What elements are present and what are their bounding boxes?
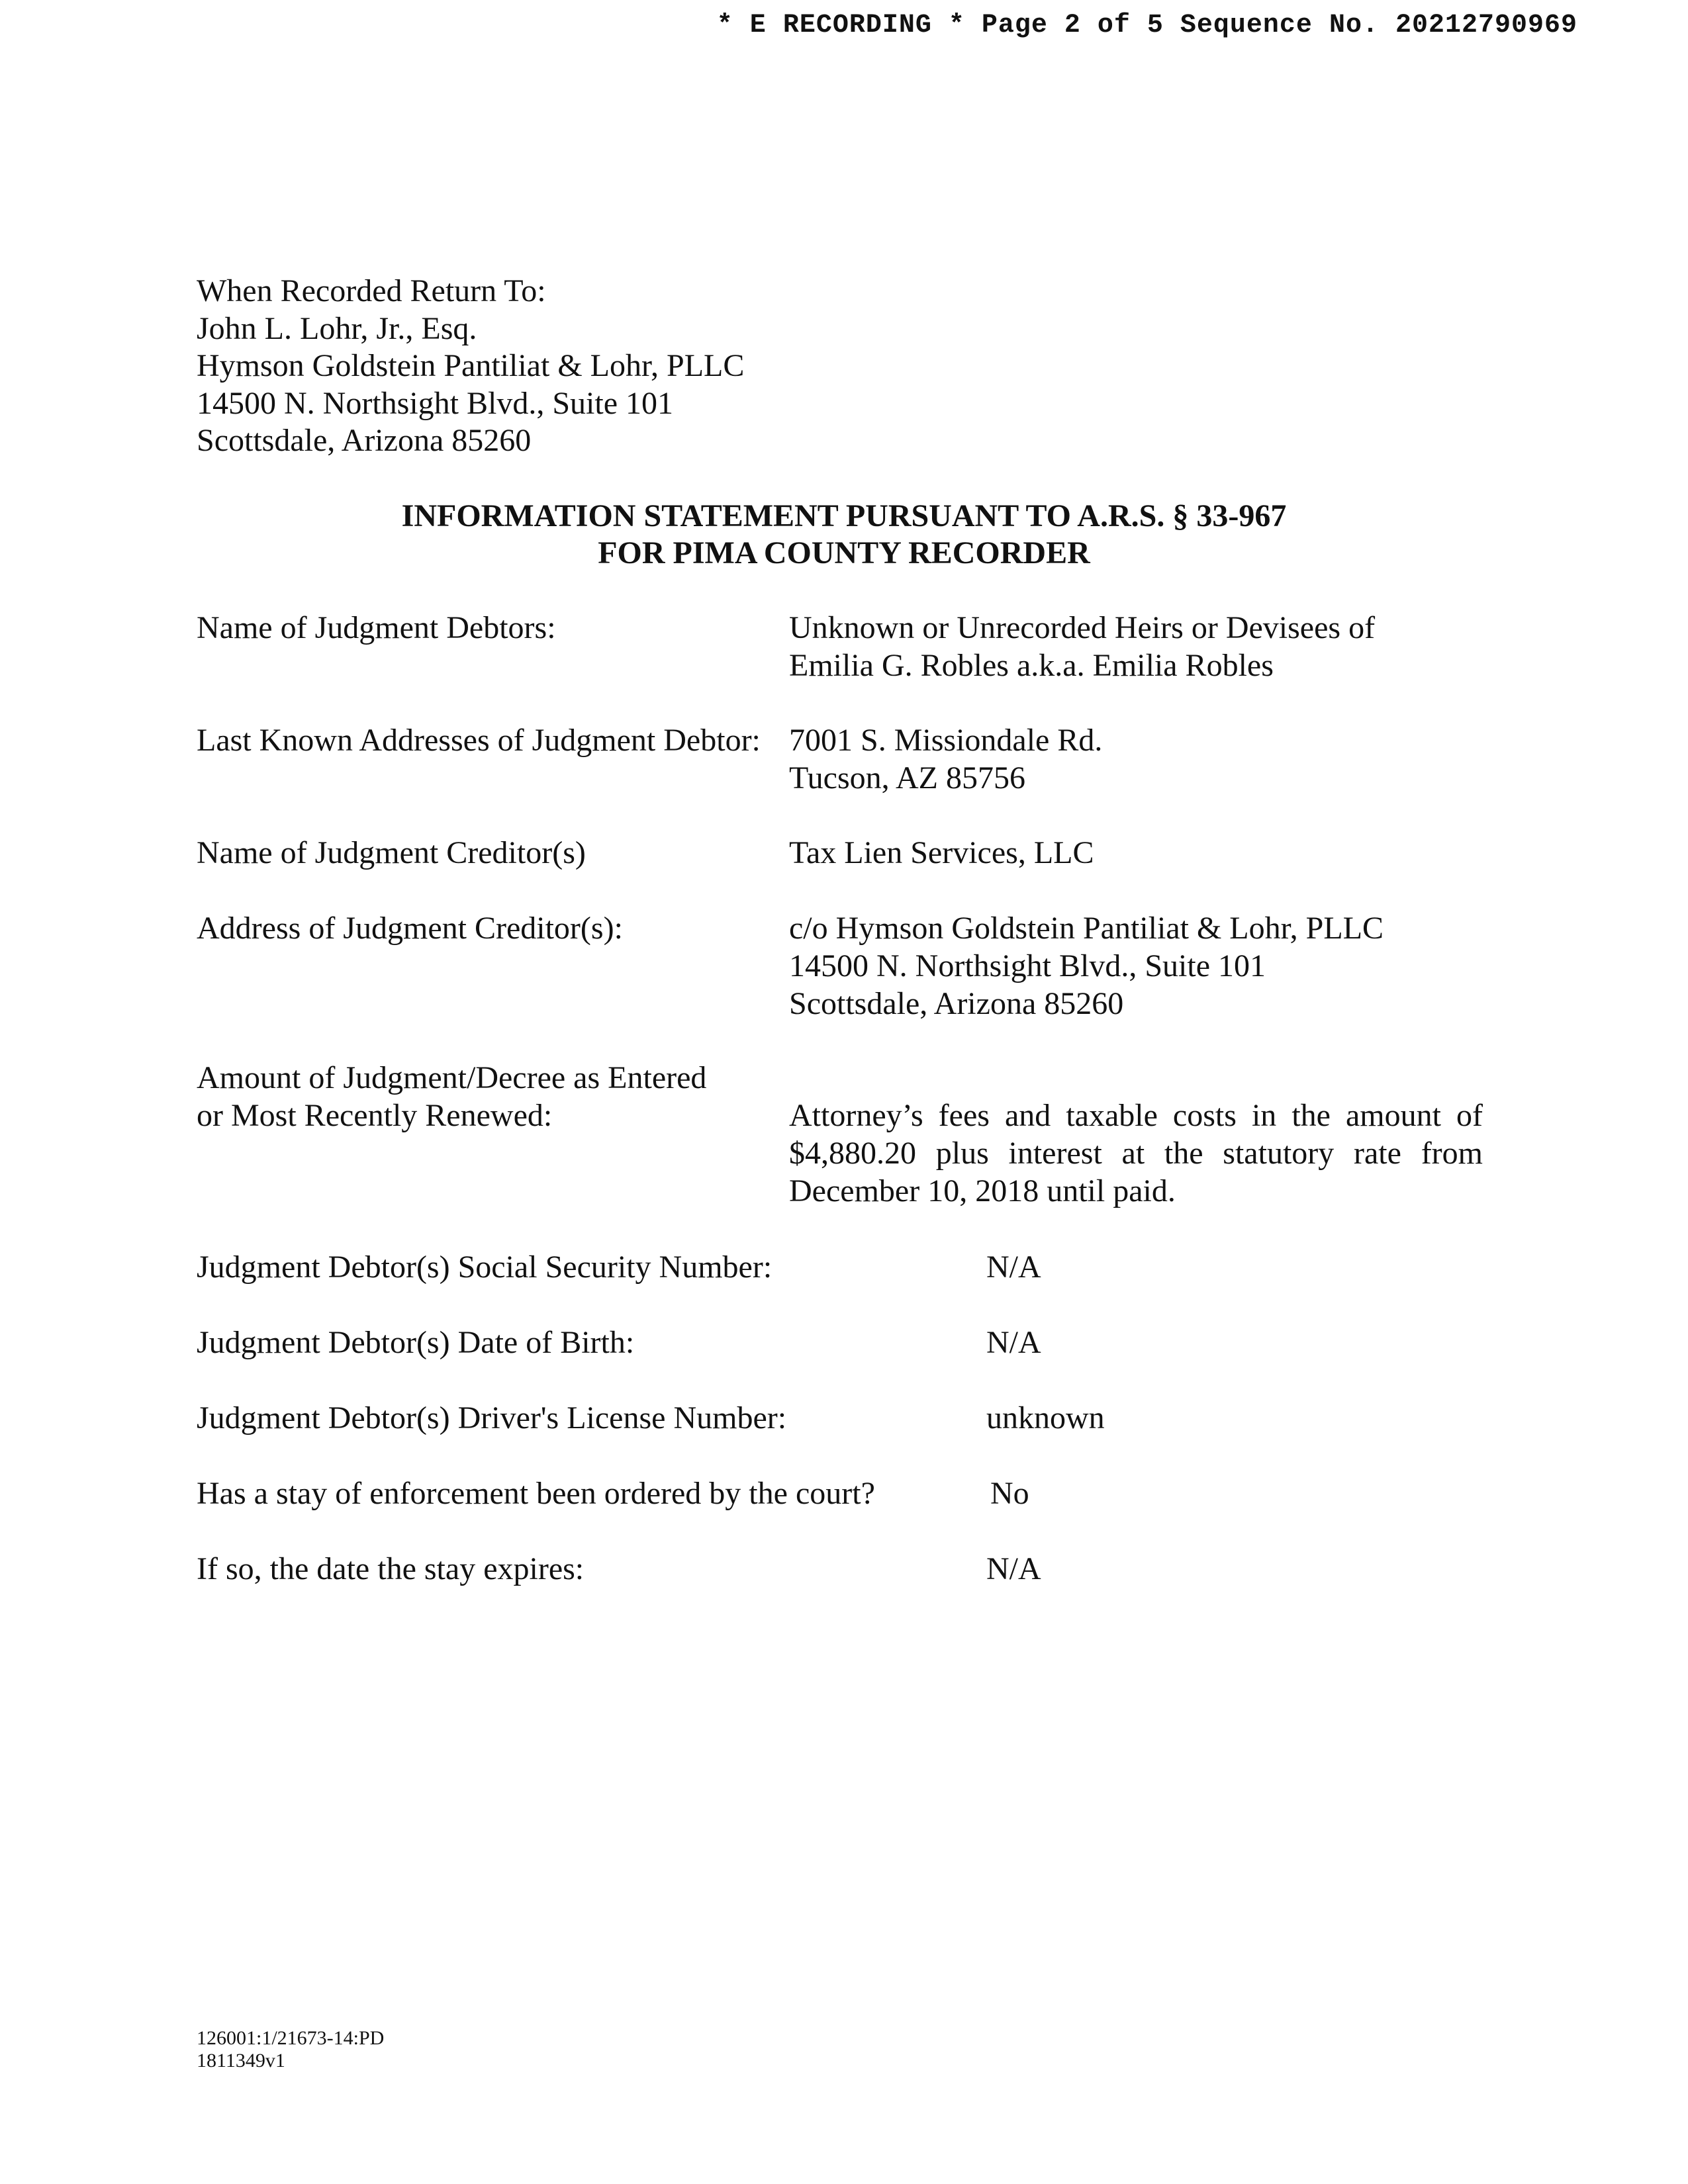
dob-label: Judgment Debtor(s) Date of Birth: xyxy=(197,1325,635,1360)
debtor-address-line: Tucson, AZ 85756 xyxy=(789,760,1025,796)
debtors-value xyxy=(789,609,1375,684)
return-to-line: John L. Lohr, Jr., Esq. xyxy=(197,310,477,346)
ssn-label: Judgment Debtor(s) Social Security Number: xyxy=(197,1250,773,1285)
document-title xyxy=(0,498,1688,572)
amount-value: Attorney’s fees and taxable costs in the amount of $4,880.20 plus interest at the statutory rate from December 10, 2018 until paid. xyxy=(789,1098,1483,1208)
debtor-address-label: Last Known Addresses of Judgment Debtor: xyxy=(197,723,761,758)
footer-line-1: 126001:1/21673-14:PD xyxy=(197,2027,385,2049)
dob-value: N/A xyxy=(986,1325,1041,1360)
creditor-address-line: Scottsdale, Arizona 85260 xyxy=(789,986,1124,1021)
creditor-value xyxy=(789,834,1094,872)
creditor-label: Name of Judgment Creditor(s) xyxy=(197,835,586,870)
document-footer xyxy=(197,2027,384,2072)
debtors-value-line: Emilia G. Robles a.k.a. Emilia Robles xyxy=(789,648,1274,683)
stay-value: No xyxy=(990,1476,1029,1511)
debtor-address-line: 7001 S. Missiondale Rd. xyxy=(789,723,1103,758)
creditor-address-value xyxy=(789,909,1383,1023)
debtor-address-value xyxy=(789,721,1102,797)
footer-line-2: 1811349v1 xyxy=(197,2050,285,2071)
return-to-line: Hymson Goldstein Pantiliat & Lohr, PLLC xyxy=(197,348,745,383)
stay-expires-value: N/A xyxy=(986,1551,1041,1586)
return-to-line: Scottsdale, Arizona 85260 xyxy=(197,423,532,458)
license-label: Judgment Debtor(s) Driver's License Number: xyxy=(197,1400,787,1435)
title-line-1: INFORMATION STATEMENT PURSUANT TO A.R.S. § 33-967 xyxy=(401,498,1287,533)
stay-expires-label: If so, the date the stay expires: xyxy=(197,1551,585,1586)
debtors-label: Name of Judgment Debtors: xyxy=(197,610,556,645)
amount-label-line-1: Amount of Judgment/Decree as Entered xyxy=(197,1060,707,1095)
return-to-line: 14500 N. Northsight Blvd., Suite 101 xyxy=(197,385,674,421)
creditor-address-label: Address of Judgment Creditor(s): xyxy=(197,911,623,946)
creditor-address-line: c/o Hymson Goldstein Pantiliat & Lohr, PLLC xyxy=(789,911,1384,946)
amount-label xyxy=(197,1059,706,1134)
creditor-address-line: 14500 N. Northsight Blvd., Suite 101 xyxy=(789,948,1266,983)
return-to-heading: When Recorded Return To: xyxy=(197,273,546,308)
ssn-value: N/A xyxy=(986,1250,1041,1285)
return-to-block xyxy=(197,273,744,460)
recording-stamp: * E RECORDING * Page 2 of 5 Sequence No. 20212790969 xyxy=(716,11,1577,40)
title-line-2: FOR PIMA COUNTY RECORDER xyxy=(598,535,1090,570)
license-value: unknown xyxy=(986,1400,1105,1435)
creditor-value-line: Tax Lien Services, LLC xyxy=(789,835,1094,870)
amount-label-line-2: or Most Recently Renewed: xyxy=(197,1098,553,1133)
debtors-value-line: Unknown or Unrecorded Heirs or Devisees of xyxy=(789,610,1376,645)
stay-label: Has a stay of enforcement been ordered by the court? xyxy=(197,1476,875,1511)
